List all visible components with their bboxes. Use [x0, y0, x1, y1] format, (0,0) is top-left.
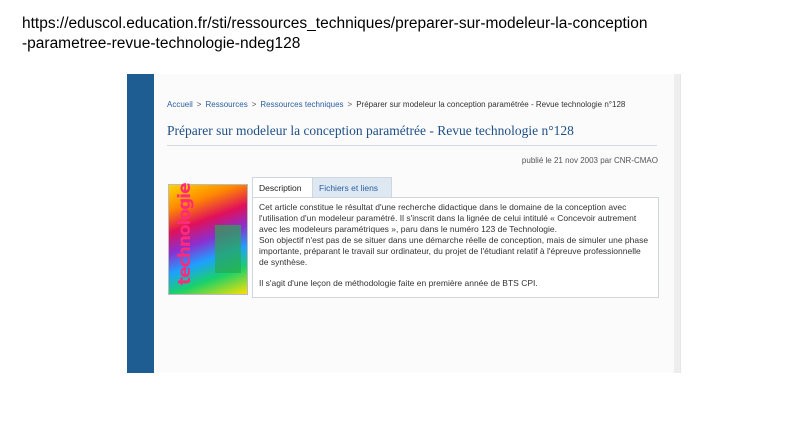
page-url: https://eduscol.education.fr/sti/ressources_techniques/preparer-sur-modeleur-la-conception -parametree-revue-technologie-ndeg128 [22, 15, 648, 52]
cover-title: technologie [175, 183, 195, 285]
description-panel [252, 197, 659, 298]
webpage-screenshot [127, 74, 681, 373]
tab-description[interactable]: Description [252, 177, 319, 198]
breadcrumb-current: Préparer sur modeleur la conception paramétrée - Revue technologie n°128 [356, 100, 626, 109]
description-paragraph-3: Il s'agit d'une leçon de méthodologie faite en première année de BTS CPI. [259, 278, 538, 288]
title-divider [167, 145, 657, 146]
breadcrumb-separator: > [196, 100, 202, 109]
left-blue-sidebar [127, 74, 154, 373]
breadcrumb-ressources-techniques[interactable]: Ressources techniques [260, 100, 344, 109]
description-paragraph-1: Cet article constitue le résultat d'une recherche didactique dans le domaine de la conception avec l'utilisation d'un modeleur paramétré. Il s'inscrit dans la lignée de celui intitulé « Concevoir autrement avec les modeleurs paramétriques », paru dans le numéro 123 de Technologie. [259, 202, 637, 234]
magazine-cover-image[interactable] [168, 184, 248, 295]
page-title: Préparer sur modeleur la conception paramétrée - Revue technologie n°128 [167, 123, 574, 138]
breadcrumb-home[interactable]: Accueil [167, 100, 193, 109]
breadcrumb [167, 100, 625, 109]
publication-info: publié le 21 nov 2003 par CNR-CMAO [521, 156, 658, 165]
description-paragraph-2: Son objectif n'est pas de se situer dans une démarche réelle de conception, mais de simuler une phase importante, préparant le travail sur ordinateur, du projet de l'étudiant relatif à l'épreuve professionnelle de synthèse. [259, 235, 649, 267]
breadcrumb-separator: > [347, 100, 353, 109]
right-gray-strip [674, 74, 680, 373]
breadcrumb-separator: > [251, 100, 257, 109]
breadcrumb-ressources[interactable]: Ressources [205, 100, 248, 109]
tab-fichiers-et-liens[interactable]: Fichiers et liens [312, 177, 392, 199]
cover-graphic [215, 225, 241, 273]
